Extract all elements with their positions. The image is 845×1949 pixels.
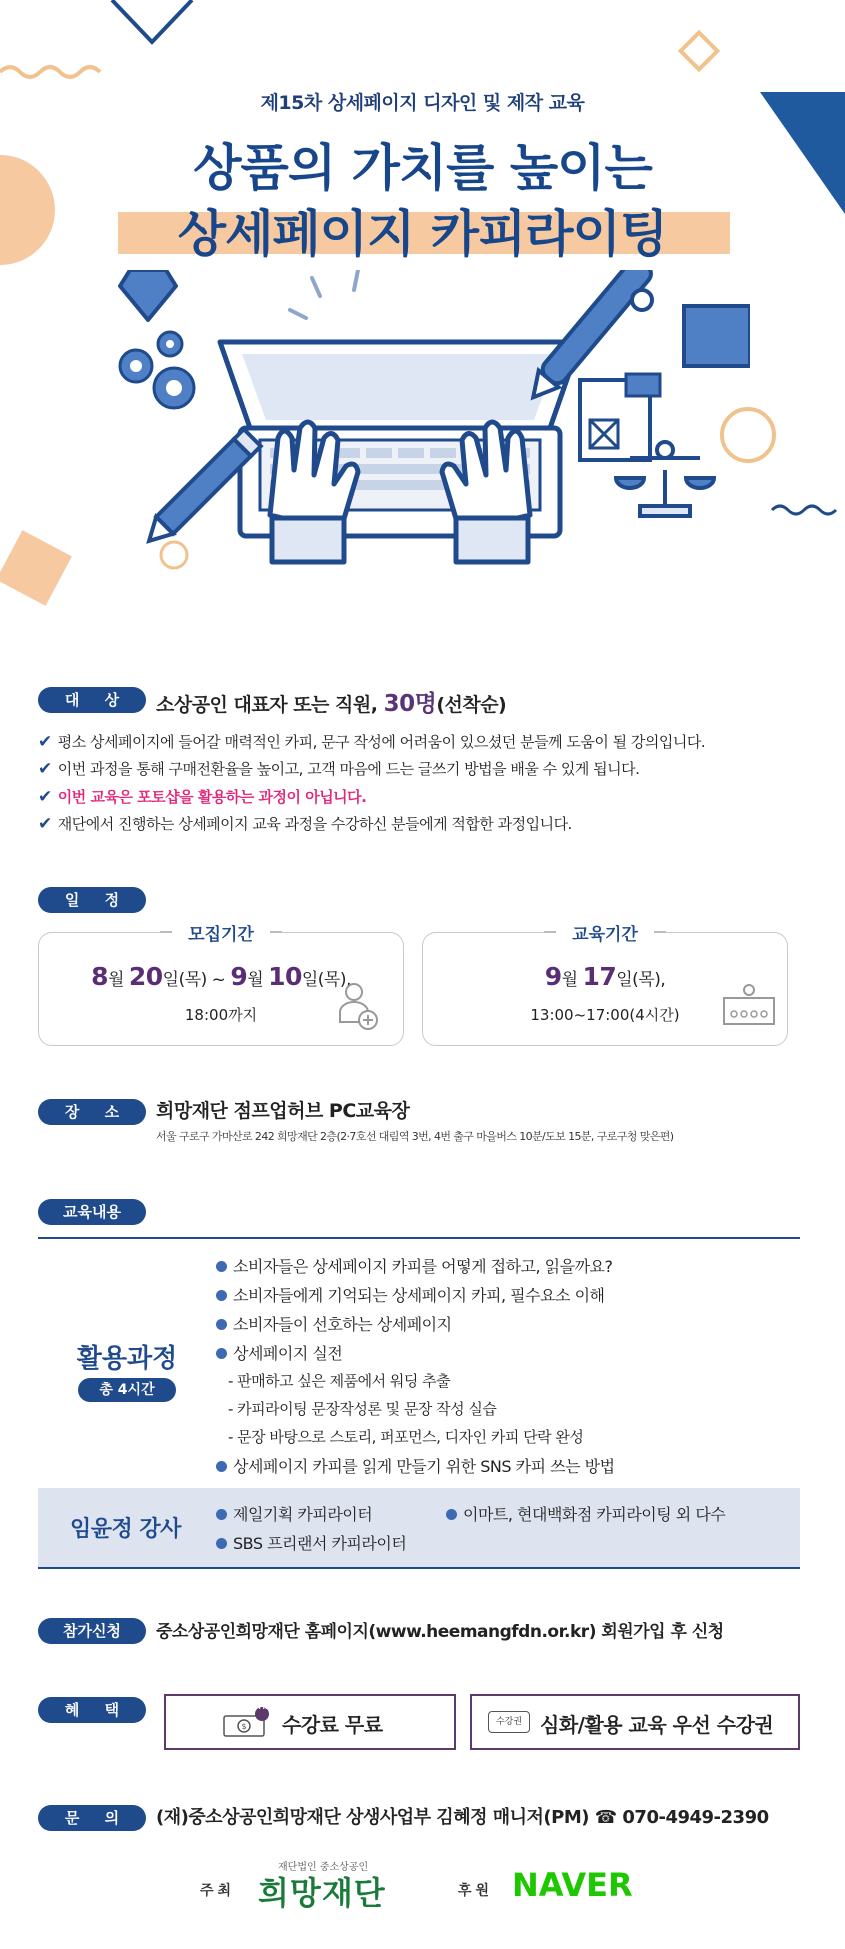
benefit-label: 혜 택 <box>38 1697 146 1723</box>
money-icon <box>222 1706 270 1740</box>
instructor-name: 임윤정 강사 <box>70 1517 181 1542</box>
target-label: 대 상 <box>38 687 146 713</box>
recruit-period-deadline: 18:00까지 <box>184 1006 258 1024</box>
course-hours: 총 4시간 <box>78 1378 176 1402</box>
content-sub-item-3: - 문장 바탕으로 스토리, 퍼포먼스, 디자인 카피 단락 완성 <box>228 1428 584 1446</box>
check-icon: ✔ <box>38 814 52 834</box>
instructor-career-3: SBS 프리랜서 카피라이터 <box>216 1531 406 1554</box>
laptop-illustration <box>110 270 750 600</box>
sponsor-label: 후원 <box>458 1883 494 1899</box>
content-item-4: 상세페이지 실전 <box>216 1341 342 1364</box>
content-item-5: 상세페이지 카피를 읽게 만들기 위한 SNS 카피 쓰는 방법 <box>216 1454 615 1477</box>
benefit-free-text: 수강료 무료 <box>282 1713 383 1737</box>
content-label: 교육내용 <box>38 1199 146 1225</box>
page-title-line2: 상세페이지 카피라이팅 <box>177 205 668 263</box>
content-sub-item-2: - 카피라이팅 문장작성론 및 문장 작성 실습 <box>228 1400 497 1418</box>
venue-address: 서울 구로구 가마산로 242 희망재단 2층(2·7호선 대림역 3번, 4번 출구 마을버스 10분/도보 15분, 구로구청 맞은편) <box>156 1130 674 1143</box>
target-check-4: ✔ 재단에서 진행하는 상세페이지 교육 과정을 수강하신 분들에게 적합한 과정입니다. <box>38 814 572 834</box>
content-item-1: 소비자들은 상세페이지 카피를 어떻게 접하고, 읽을까요? <box>216 1254 613 1277</box>
bullet-icon <box>216 1319 227 1330</box>
content-sub-item-1: - 판매하고 싶은 제품에서 워딩 추출 <box>228 1372 451 1390</box>
user-add-icon <box>336 980 380 1032</box>
ticket-tag: 수강권 <box>488 1711 530 1733</box>
target-check-2: ✔ 이번 과정을 통해 구매전환율을 높이고, 고객 마음에 드는 글쓰기 방법을 배울 수 있게 됩니다. <box>38 759 640 779</box>
apply-instructions: 중소상공인희망재단 홈페이지(www.heemangfdn.or.kr) 회원가입 후 신청 <box>156 1622 724 1642</box>
contact-label: 문 의 <box>38 1805 146 1831</box>
instructor-career-2: 이마트, 현대백화점 카피라이팅 외 다수 <box>446 1502 725 1525</box>
content-top-rule <box>38 1237 800 1239</box>
bullet-icon <box>216 1509 227 1520</box>
host-small-text: 재단법인 중소상공인 <box>278 1862 369 1873</box>
target-description <box>156 685 506 718</box>
apply-label: 참가신청 <box>38 1618 146 1644</box>
content-item-3: 소비자들이 선호하는 상세페이지 <box>216 1312 452 1335</box>
content-item-2: 소비자들에게 기억되는 상세페이지 카피, 필수요소 이해 <box>216 1283 605 1306</box>
target-prefix: 소상공인 대표자 또는 직원, <box>156 694 384 716</box>
bullet-icon <box>216 1461 227 1472</box>
venue-name: 희망재단 점프업허브 PC교육장 <box>156 1100 410 1122</box>
check-icon: ✔ <box>38 732 52 752</box>
check-icon: ✔ <box>38 787 52 807</box>
bullet-icon <box>216 1261 227 1272</box>
target-check-1: ✔ 평소 상세페이지에 들어갈 매력적인 카피, 문구 작성에 어려움이 있으셨던 분들께 도움이 될 강의입니다. <box>38 732 706 752</box>
schedule-label: 일 정 <box>38 887 146 913</box>
edu-period-title: 교육기간 <box>556 920 654 945</box>
benefit-ticket-text: 심화/활용 교육 우선 수강권 <box>540 1713 774 1737</box>
recruit-period-dates: 8월 20일(목) ~ 9월 10일(목), <box>91 962 351 991</box>
sponsor-logo: NAVER <box>512 1866 633 1904</box>
contact-info: (재)중소상공인희망재단 상생사업부 김혜정 매니저(PM) ☎ 070-4949-2390 <box>156 1807 769 1828</box>
bullet-icon <box>216 1538 227 1549</box>
recruit-period-title: 모집기간 <box>172 920 270 945</box>
page-title-line1: 상품의 가치를 높이는 <box>193 139 652 197</box>
target-check-3: ✔ 이번 교육은 포토샵을 활용하는 과정이 아닙니다. <box>38 787 367 807</box>
target-suffix: (선착순) <box>436 694 507 716</box>
bullet-icon <box>216 1348 227 1359</box>
target-count: 30명 <box>383 691 437 717</box>
content-bottom-rule <box>38 1567 800 1569</box>
venue-label: 장 소 <box>38 1099 146 1125</box>
edu-period-date: 9월 17일(목), <box>544 962 666 991</box>
instructor-career-1: 제일기획 카피라이터 <box>216 1502 372 1525</box>
host-label: 주최 <box>200 1883 236 1899</box>
bullet-icon <box>446 1509 457 1520</box>
bullet-icon <box>216 1290 227 1301</box>
check-icon: ✔ <box>38 759 52 779</box>
host-logo: 희망재단 <box>258 1874 386 1912</box>
edu-period-time: 13:00~17:00(4시간) <box>530 1006 680 1024</box>
free-tag: FREE <box>258 1704 276 1711</box>
course-name: 활용과정 <box>76 1344 178 1374</box>
svg-text:$: $ <box>241 1722 247 1731</box>
event-subtitle: 제15차 상세페이지 디자인 및 제작 교육 <box>260 92 585 114</box>
classroom-icon <box>720 982 778 1028</box>
